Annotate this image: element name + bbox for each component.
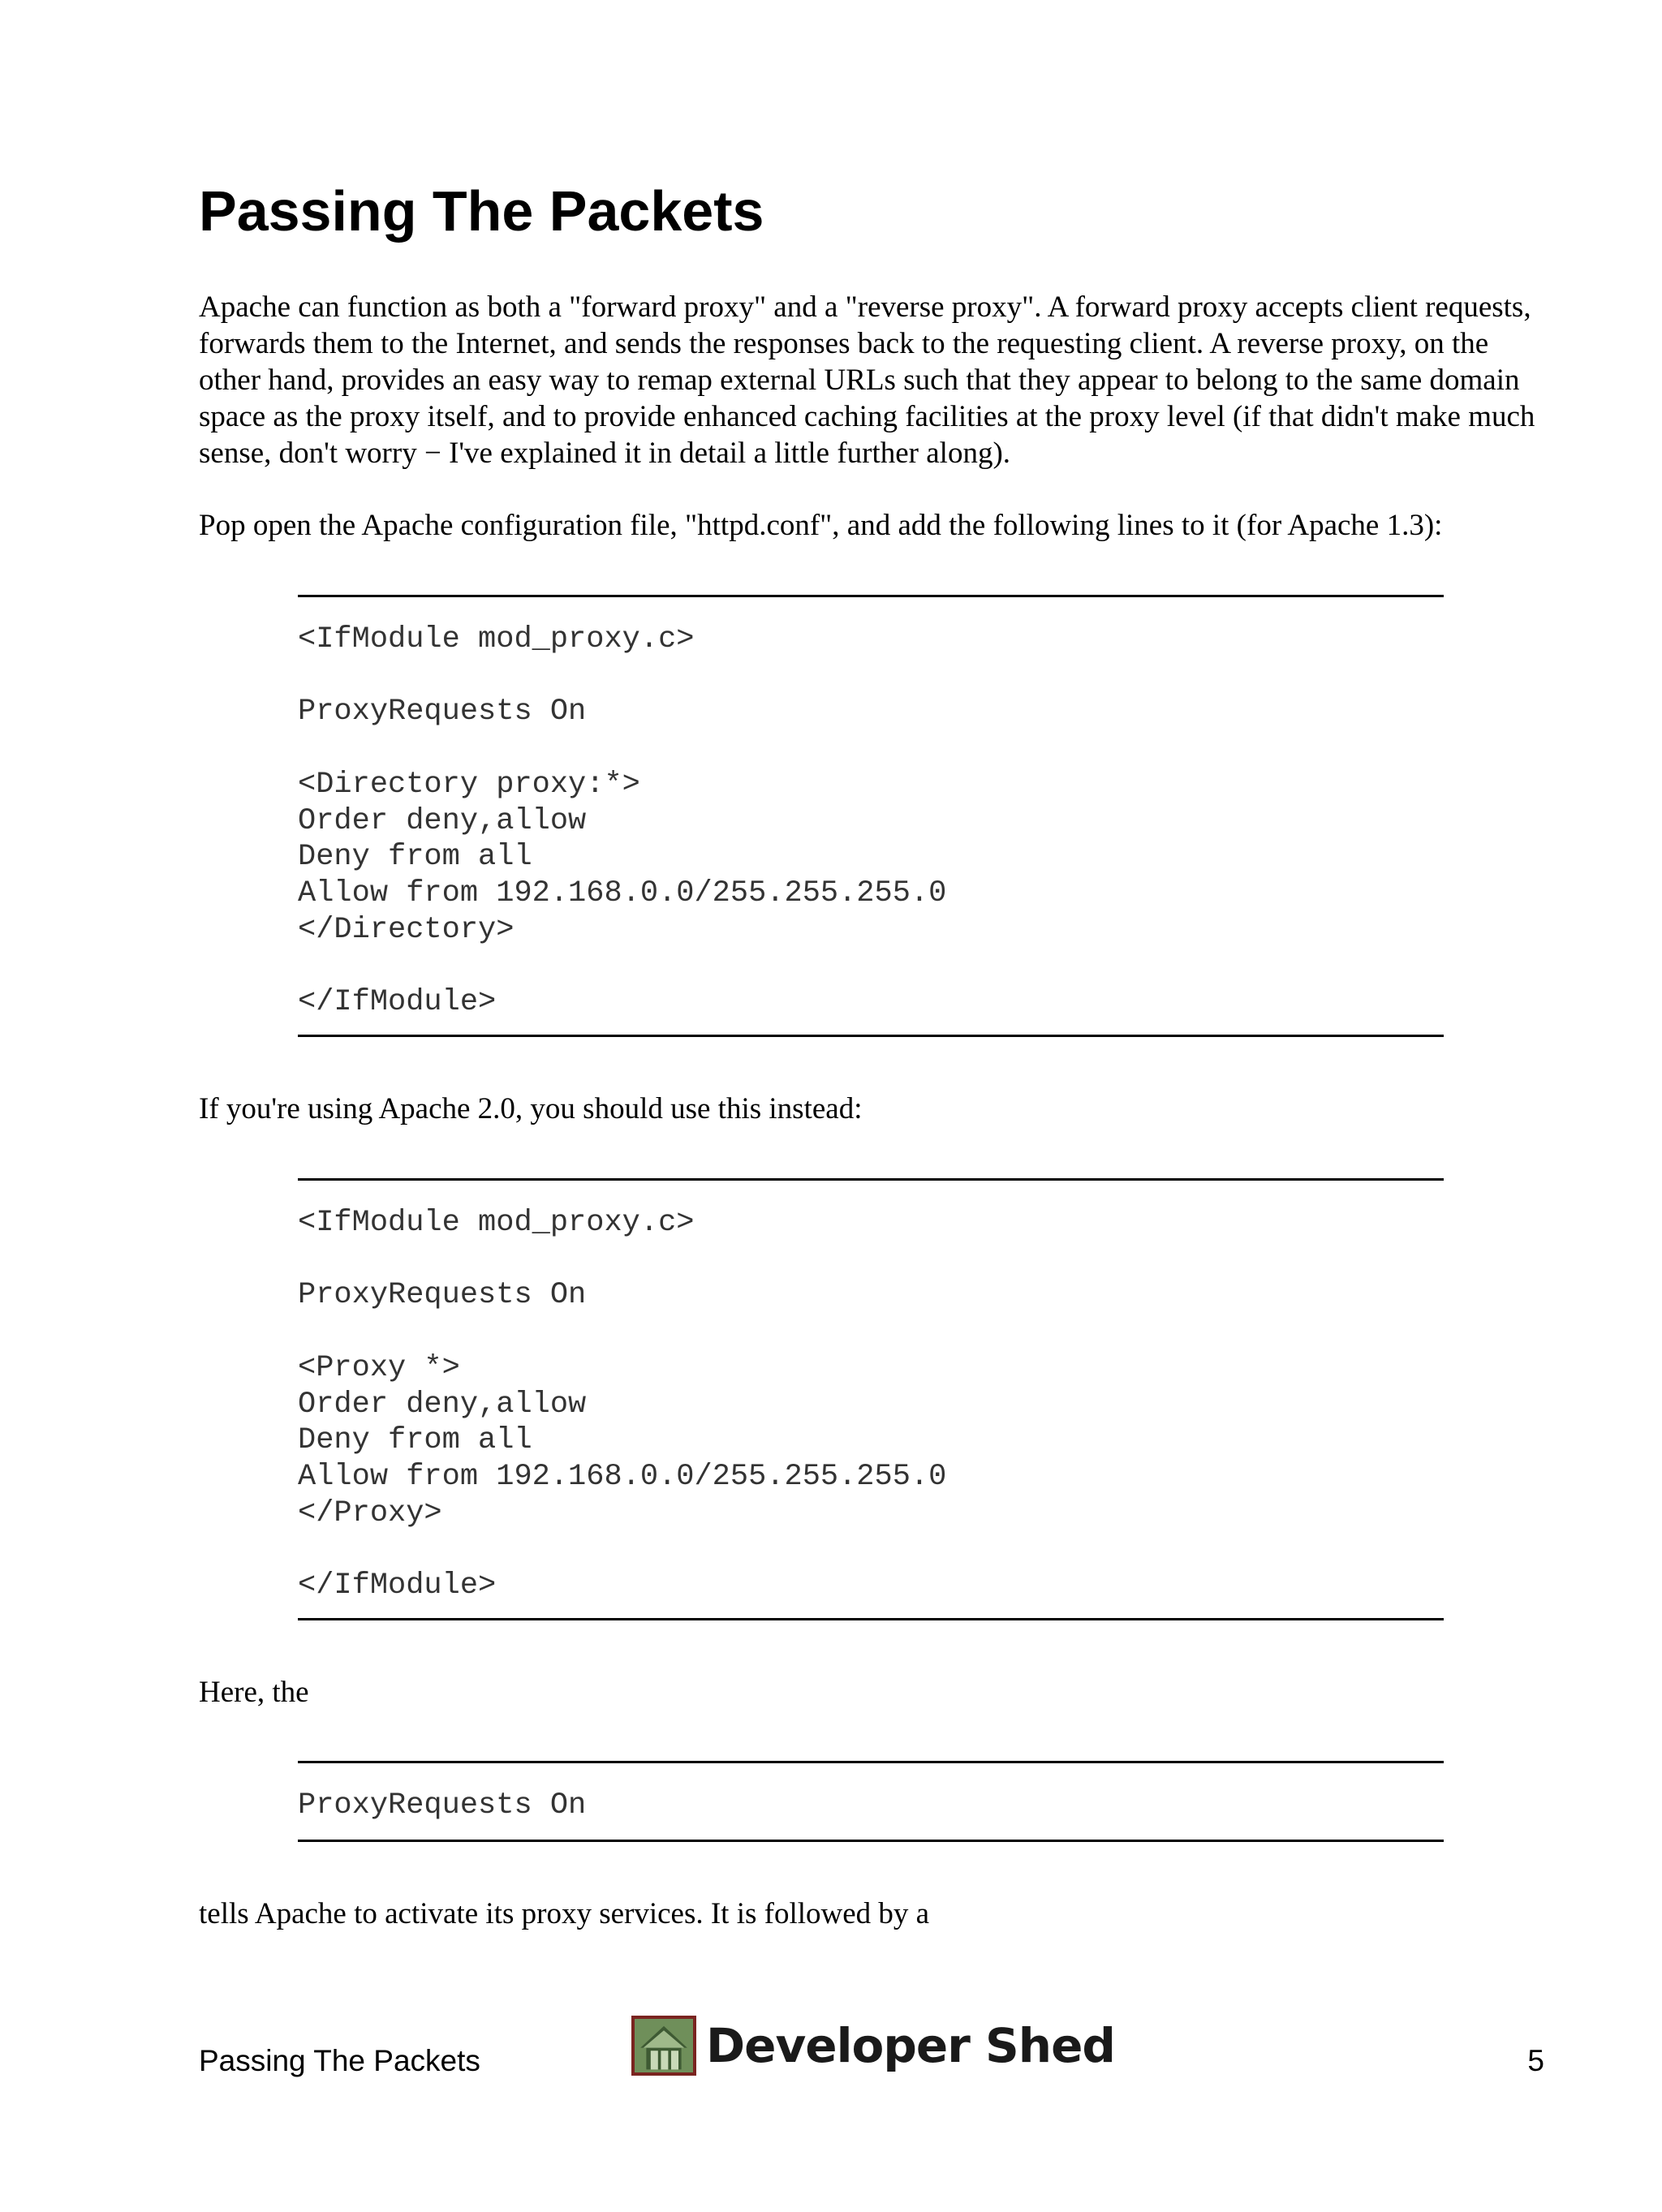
intro-paragraph: Apache can function as both a "forward proxy" and a "reverse proxy". A forward proxy accepts client requests, forwards them to the Internet, and sends the responses back to the requesting client. A reverse proxy, on the other hand, provides an easy way to remap external URLs such that they appear to belong to the same domain space as the proxy itself, and to provide enhanced caching facilities at the proxy level (if that didn't make much sense, don't worry − I've explained it in detail a little further along). <box>199 290 1535 470</box>
code-block-apache20 <box>298 1178 1444 1620</box>
developer-shed-logo <box>631 2014 1115 2077</box>
tells-apache-paragraph: tells Apache to activate its proxy services. It is followed by a <box>199 1897 930 1930</box>
here-the-paragraph: Here, the <box>199 1676 309 1709</box>
code-block-proxy-requests <box>298 1761 1444 1842</box>
pop-open-paragraph: Pop open the Apache configuration file, "httpd.conf", and add the following lines to it (for Apache 1.3): <box>199 509 1443 542</box>
code-proxy-requests: ProxyRequests On <box>298 1788 587 1823</box>
page-number: 5 <box>1527 2044 1544 2077</box>
shed-icon <box>631 2016 696 2076</box>
code-block-apache13 <box>298 595 1444 1037</box>
code-apache20: <IfModule mod_proxy.c> ProxyRequests On <Proxy *> Order deny,allow Deny from all Allow from 192.168.0.0/255.255.255.0 </Proxy> </IfModule> <box>298 1206 947 1603</box>
logo-text: Developer Shed <box>706 2018 1115 2073</box>
footer-section-title: Passing The Packets <box>199 2044 480 2077</box>
code-apache13: <IfModule mod_proxy.c> ProxyRequests On <Directory proxy:*> Order deny,allow Deny from all Allow from 192.168.0.0/255.255.255.0 </Directory> </IfModule> <box>298 622 947 1020</box>
apache2-paragraph: If you're using Apache 2.0, you should use this instead: <box>199 1092 863 1125</box>
page-title: Passing The Packets <box>199 179 764 243</box>
